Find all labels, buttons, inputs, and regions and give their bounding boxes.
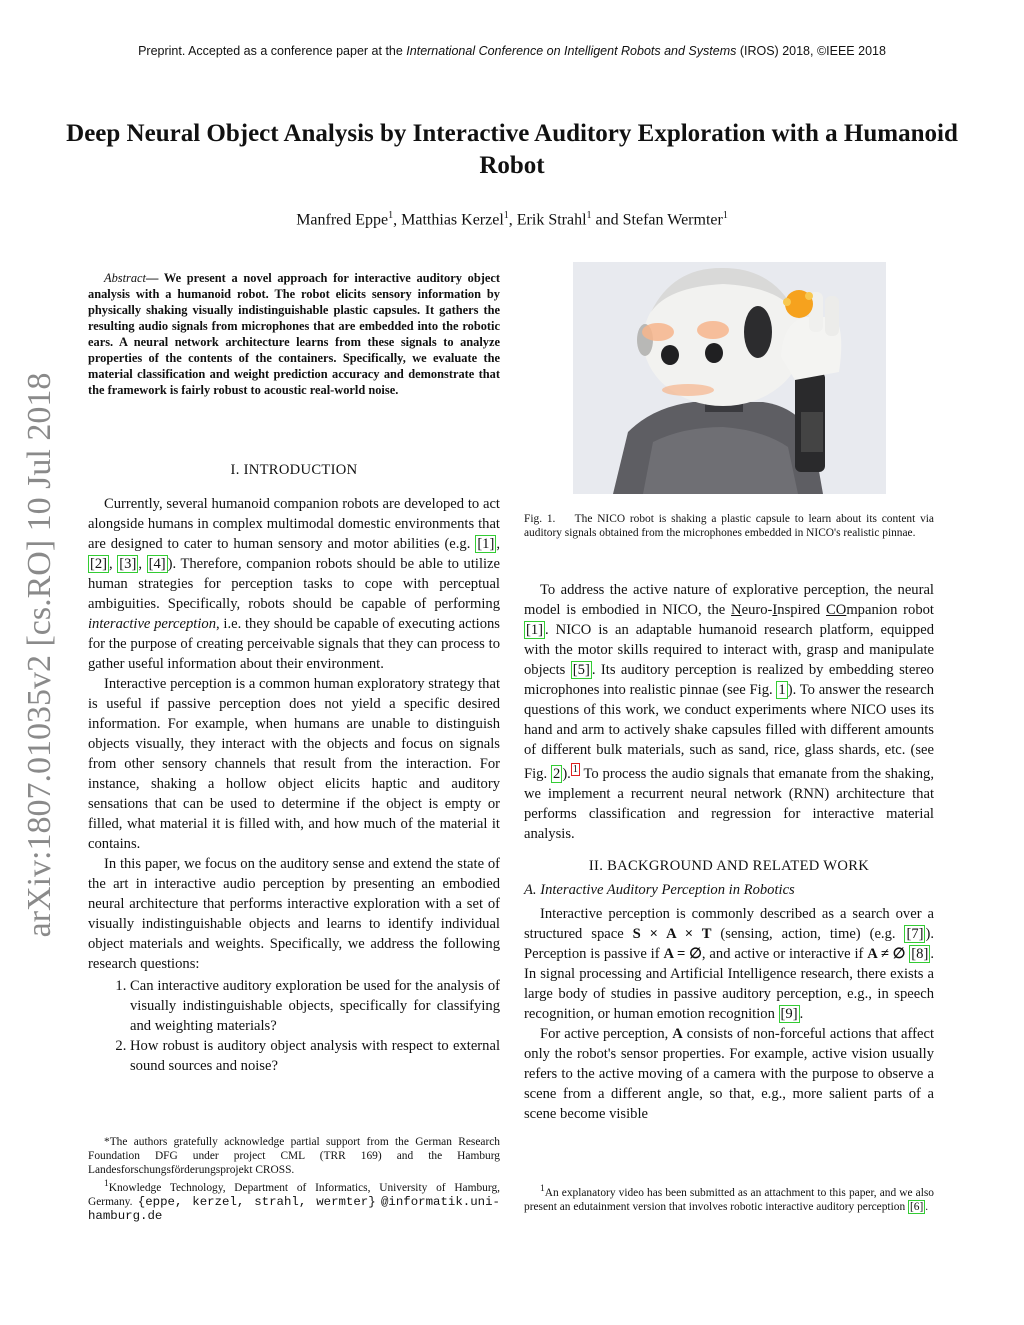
email-address[interactable]: @informatik.uni-hamburg.de <box>88 1194 500 1223</box>
figure-caption: Fig. 1. The NICO robot is shaking a plastic capsule to learn about its content via auditory signals obtained from the microphones embedded in NICO's realistic pinnae. <box>524 513 934 539</box>
figure-link[interactable]: 2 <box>553 765 561 782</box>
paragraph: Interactive perception is a common human exploratory strategy that is useful if passive perception does not yield a specific desired information. For example, when humans are unable to distinguish objects visually, they interact with the objects and focus on signals from other sensory channels that result from the interaction. For instance, shaking a hollow object elicits haptic and auditory sensations that can be used to determine if the object is empty or filled, what material it is filled with, and how much of the material it contains. <box>88 676 500 852</box>
paragraph: To address the active nature of explorative perception, the neural model is embodied in NICO, the Neuro-Inspired COmpanion robot [1] . NICO is an adaptable humanoid research platform, equipped with the motor skills required to interact with, grasp and manipulate objects [5] . Its auditory perception is realized by embedding stereo microphones into realistic pinnae (see Fig. 1 ). To answer the research questions of this work, we conduct experiments where NICO uses its hand and arm to actively shake capsules filled with different amounts of different bulk materials, such as sand, rice, glass shards, etc. (see Fig. 2 ). $^1$ To process the audio signals that emanate from the shaking, we implement a recurrent neural network (RNN) architecture that performs classification and regression for interactive material analysis. <box>524 582 935 842</box>
right-column <box>524 580 934 1124</box>
citation-link[interactable]: [1] <box>477 536 495 552</box>
citation-link[interactable]: [2] <box>90 556 108 572</box>
paragraph: Interactive perception is commonly described as a search over a structured space S × A × T (sensing, action, time) (e.g. [7] ). Perception is passive if A = ∅, and active or interactive if A ≠ ∅ [8] . In signal processing and Artificial Intelligence research, there exists a large body of studies in passive auditory perception, e.g., in speech recognition, or human emotion recognition [9] . <box>524 905 934 1022</box>
citation-link[interactable]: [4] <box>148 556 166 572</box>
figure-link[interactable]: 1 <box>778 682 786 698</box>
robot-figure <box>573 262 886 494</box>
footnote-right: $^1$An explanatory video has been submitted as an attachment to this paper, and we also present an edutainment version that involves robotic interactive auditory perception [6] . <box>524 1184 934 1213</box>
nico-robot-image <box>573 262 886 494</box>
citation-link[interactable]: [7] <box>906 925 924 942</box>
citation-link[interactable]: [3] <box>119 556 137 572</box>
arxiv-stamp: arXiv:1807.01035v2 [cs.RO] 10 Jul 2018 <box>21 372 58 938</box>
section-heading: II. BACKGROUND AND RELATED WORK <box>588 857 870 874</box>
preprint-notice: Preprint. Accepted as a conference paper at the International Conference on Intelligent Robots and Systems (IROS) 2018, ©IEEE 2018 <box>138 44 886 58</box>
footnote-link[interactable]: 1 <box>572 764 578 775</box>
footnotes-left: *The authors gratefully acknowledge partial support from the German Research Foundation DFG under project CML (TRR 169) and the Hamburg Landesforschungsförderungsprojekt CROSS. $^1$Knowledge Technology, Department of Informatics, University of Hamburg, Germany. {eppe, kerzel, strahl, wermter} @informatik.uni-hamburg.de <box>88 1136 500 1223</box>
section-heading: I. INTRODUCTION <box>230 462 358 478</box>
citation-link[interactable]: [1] <box>526 622 544 638</box>
citation-link[interactable]: [6] <box>910 1200 924 1213</box>
paper-title: Deep Neural Object Analysis by Interactive Auditory Exploration with a Humanoid Robot <box>66 120 958 179</box>
paragraph: Currently, several humanoid companion robots are developed to act alongside humans in complex multimodal domestic environments that are designed to cater to human sensory and motor abilities (e.g. [1] , [2] , [3] , [4] ). Therefore, companion robots should be able to utilize human strategies for perception tasks to cope with perceptual ambiguities. Specifically, robots should be capable of performing interactive perception, i.e. they should be capable of executing actions for the purpose of creating perceivable signals that they can process to gather useful information about their environment. <box>88 496 501 672</box>
citation-link[interactable]: [5] <box>572 662 590 678</box>
paragraph: In this paper, we focus on the auditory sense and extend the state of the art in interactive audio perception by presenting an embodied neural architecture that performs interactive exploration with a set of visually indistinguishable objects and learns to identify individual object materials and weights. Specifically, we address the following research questions: <box>88 856 500 972</box>
research-questions <box>88 976 500 1076</box>
paragraph: For active perception, A consists of non-forceful actions that affect only the robot's sensor properties. For example, active vision usually refers to the active moving of a camera with the purpose to observe a scene from a different angle, so that, e.g., more salient parts of a scene become visible <box>524 1025 934 1122</box>
introduction-section <box>88 460 500 1076</box>
subsection-heading: A. Interactive Auditory Perception in Robotics <box>524 881 795 898</box>
citation-link[interactable]: [8] <box>911 945 929 962</box>
author-list: Manfred Eppe$^1$, Matthias Kerzel$^1$, Erik Strahl$^1$ and Stefan Wermter$^1$ <box>296 210 728 229</box>
citation-link[interactable]: [9] <box>780 1005 798 1022</box>
list-item: 2. How robust is auditory object analysis with respect to external sound sources and noise? <box>130 1036 500 1076</box>
abstract: Abstract— We present a novel approach for interactive auditory object analysis with a humanoid robot. The robot elicits sensory information by physically shaking visually indistinguishable plastic capsules. It gathers the resulting audio signals from microphones that are embedded into the robotic ears. A neural network architecture learns from these signals to analyze properties of the contents of the containers. Specifically, we evaluate the material classification and weight prediction accuracy and demonstrate that the framework is fairly robust to acoustic real-world noise. <box>88 271 500 397</box>
list-item: 1. Can interactive auditory exploration be used for the analysis of visually indistinguishable objects, specifically for classifying and weighting materials? <box>130 976 500 1036</box>
